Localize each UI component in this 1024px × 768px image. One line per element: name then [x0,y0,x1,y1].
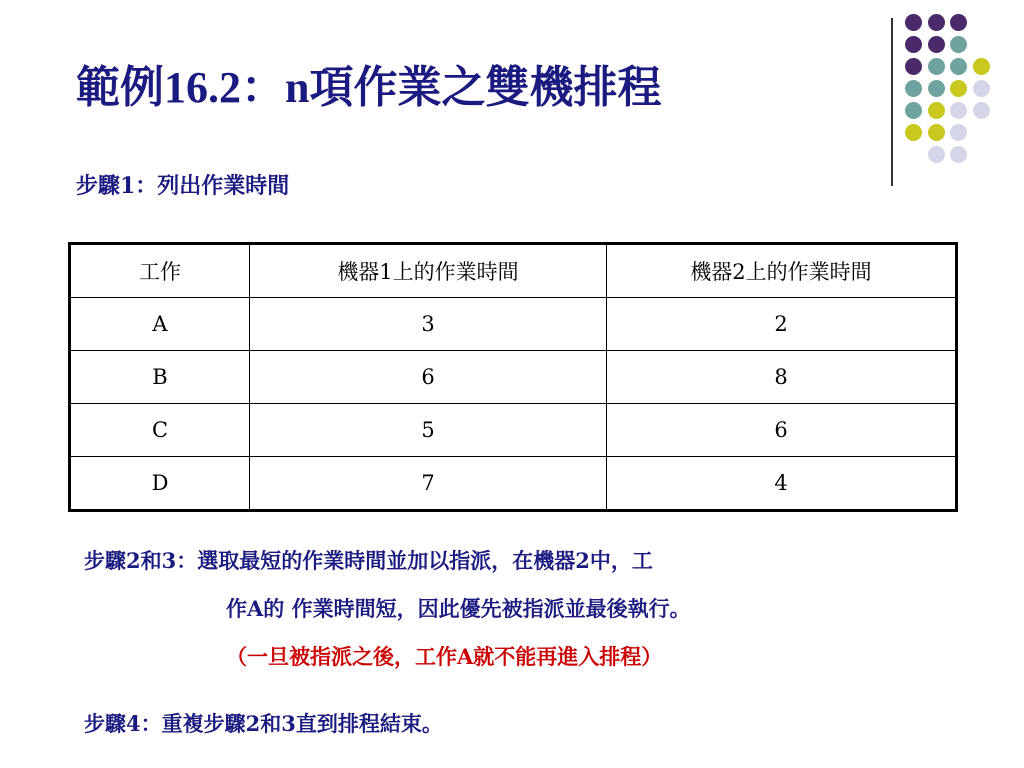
step4-text: 步驟4：重複步驟2和3直到排程結束。 [84,711,443,736]
slide-title: 範例16.2：n項作業之雙機排程 [76,63,662,112]
table-cell: D [70,457,250,511]
table-header-row [70,244,957,298]
decorative-dot [905,36,922,53]
decorative-dot [905,124,922,141]
decorative-dot [950,58,967,75]
divider-line [891,18,893,186]
step2-line2: 作A的 作業時間短，因此優先被指派並最後執行。 [226,596,691,621]
table-cell: C [70,404,250,457]
step2-note: （一旦被指派之後，工作A就不能再進入排程） [226,644,663,669]
table-cell: 6 [607,404,957,457]
table-cell: 5 [250,404,607,457]
decorative-dot [905,14,922,31]
header-job: 工作 [70,244,250,298]
step2-line1: 步驟2和3：選取最短的作業時間並加以指派，在機器2中，工 [84,548,653,573]
table-cell: A [70,298,250,351]
table-cell: 3 [250,298,607,351]
decorative-dot [950,124,967,141]
header-machine2: 機器2上的作業時間 [607,244,957,298]
decorative-dot [928,14,945,31]
decorative-dot [973,58,990,75]
table-cell: 8 [607,351,957,404]
table-cell: 4 [607,457,957,511]
table-cell: 6 [250,351,607,404]
table-row [70,404,957,457]
header-machine1: 機器1上的作業時間 [250,244,607,298]
decorative-dot [905,80,922,97]
decorative-dot [928,146,945,163]
table-row [70,457,957,511]
decorative-dot [950,146,967,163]
table-row [70,298,957,351]
decorative-dot [950,80,967,97]
decorative-dot [973,80,990,97]
decorative-dot [928,80,945,97]
decorative-dot [950,14,967,31]
decorative-dot [928,36,945,53]
decorative-dot [905,102,922,119]
decorative-dot [928,124,945,141]
step1-text: 步驟1：列出作業時間 [76,173,290,199]
table-cell: B [70,351,250,404]
decorative-dot [928,58,945,75]
table-cell: 7 [250,457,607,511]
decorative-dot [950,36,967,53]
decorative-dot [928,102,945,119]
job-times-table [68,242,958,512]
table-row [70,351,957,404]
table-cell: 2 [607,298,957,351]
decorative-dot [905,58,922,75]
decorative-dot [973,102,990,119]
decorative-dot [950,102,967,119]
